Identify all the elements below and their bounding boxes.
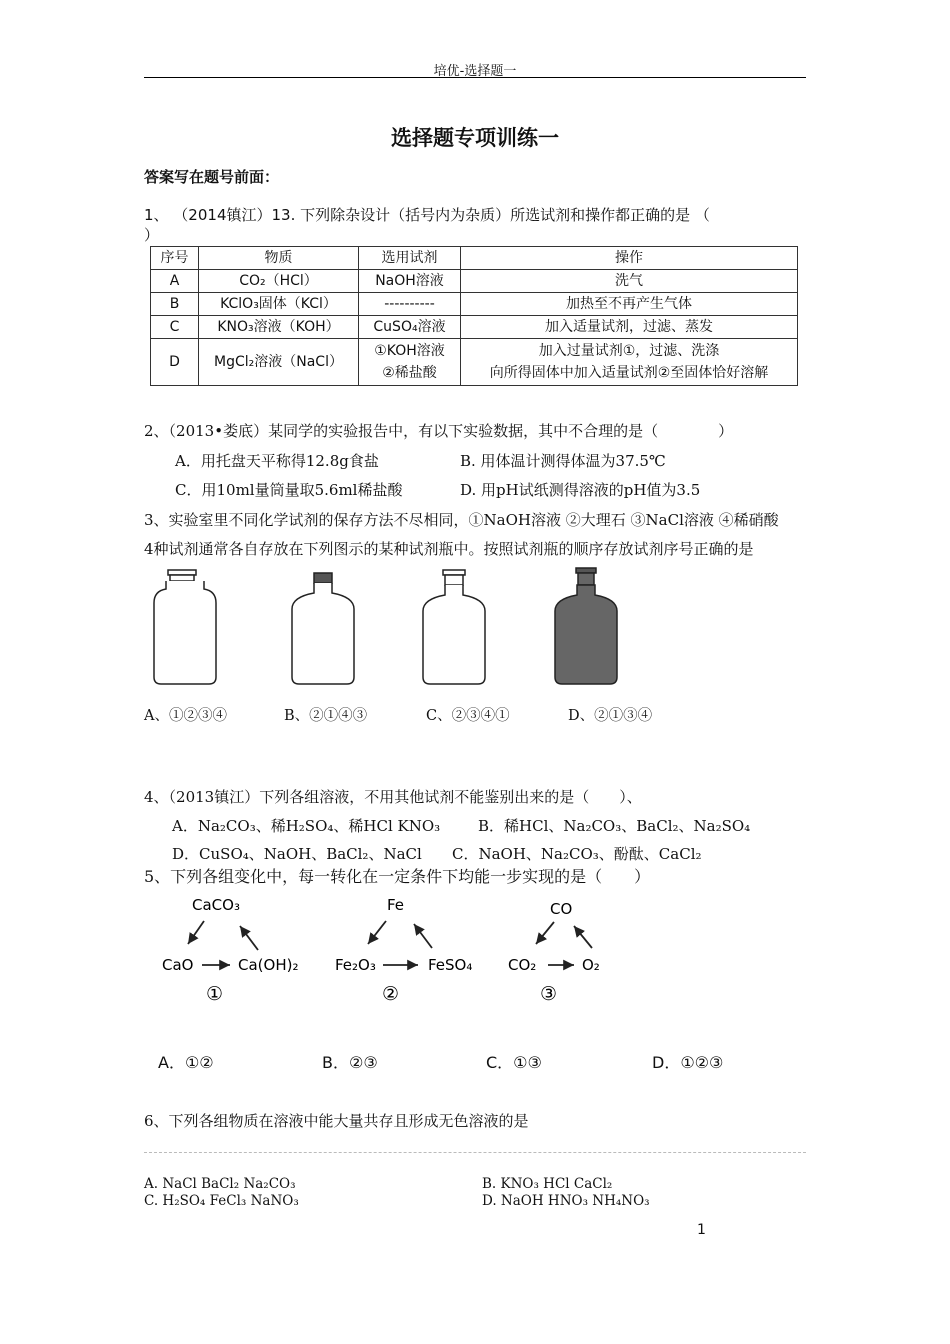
diagram-1-right: Ca(OH)₂ [238, 956, 299, 974]
table-header-cell: 选用试剂 [359, 247, 461, 270]
bottle-brown-narrow-mouth-icon [555, 568, 617, 684]
table-header-cell: 操作 [461, 247, 798, 270]
diagram-1-number: ① [206, 983, 224, 1005]
table-cell: D [151, 339, 199, 386]
diagram-1 [162, 896, 298, 1005]
q3-option-c: C、②③④① [426, 708, 510, 724]
table-header-cell: 序号 [151, 247, 199, 270]
q3-stem-line1: 3、实验室里不同化学试剂的保存方法不尽相同，①NaOH溶液 ②大理石 ③NaCl溶液 ④稀硝酸 [144, 511, 779, 529]
table-cell: CuSO₄溶液 [359, 316, 461, 339]
q2-option-b: B. 用体温计测得体温为37.5℃ [460, 452, 666, 470]
q1-stem: 1、 （2014镇江）13. 下列除杂设计（括号内为杂质）所选试剂和操作都正确的是 （ [144, 206, 710, 224]
table-cell-line: ①KOH溶液 [374, 343, 445, 359]
table-row [151, 339, 798, 386]
q4-option-a: A．Na₂CO₃、稀H₂SO₄、稀HCl KNO₃ [172, 817, 441, 835]
table-row [151, 270, 798, 293]
diagram-3-top: CO [550, 900, 573, 918]
diagram-2-left: Fe₂O₃ [335, 956, 376, 974]
page-title: 选择题专项训练一 [391, 126, 559, 150]
bottle-narrow-mouth-clear-icon [423, 570, 485, 684]
table-cell-line: 加入过量试剂①，过滤、洗涤 [538, 343, 720, 359]
arrow [414, 924, 432, 948]
bottle-narrow-mouth-dark-stopper-icon [292, 573, 354, 684]
diagram-3 [508, 900, 600, 1005]
q2-stem: 2、（2013•娄底）某同学的实验报告中，有以下实验数据，其中不合理的是（ ） [144, 422, 734, 440]
table-cell: MgCl₂溶液（NaCl） [199, 339, 359, 386]
arrow [188, 921, 204, 944]
q4-stem: 4、（2013镇江）下列各组溶液，不用其他试剂不能鉴别出来的是（ ）、 [144, 788, 642, 806]
table-cell: CO₂（HCl） [199, 270, 359, 293]
dashed-divider [144, 1152, 806, 1153]
bottle-wide-mouth-clear-icon [154, 570, 216, 684]
table-cell [461, 339, 798, 386]
q2-option-c: C．用10ml量筒量取5.6ml稀盐酸 [175, 481, 403, 499]
q5-option-a: A．①② [158, 1053, 214, 1072]
table-cell: KClO₃固体（KCl） [199, 293, 359, 316]
diagram-2-top: Fe [387, 896, 405, 914]
table-cell: NaOH溶液 [359, 270, 461, 293]
table-cell: A [151, 270, 199, 293]
diagram-2-right: FeSO₄ [428, 956, 473, 974]
q6-option-d: D. NaOH HNO₃ NH₄NO₃ [482, 1193, 650, 1209]
q1-stem-close: ） [144, 226, 160, 244]
q4-option-b: B．稀HCl、Na₂CO₃、BaCl₂、Na₂SO₄ [478, 817, 751, 835]
q3-bottles-figure [140, 565, 680, 695]
diagram-2-number: ② [382, 983, 400, 1005]
diagram-1-left: CaO [162, 956, 194, 974]
q4-option-d: D．CuSO₄、NaOH、BaCl₂、NaCl [172, 845, 422, 863]
q6-stem: 6、下列各组物质在溶液中能大量共存且形成无色溶液的是 [144, 1112, 529, 1130]
q1-table [150, 246, 798, 386]
page-number: 1 [697, 1222, 706, 1238]
q6-option-a: A. NaCl BaCl₂ Na₂CO₃ [144, 1176, 296, 1192]
q2-option-d: D. 用pH试纸测得溶液的pH值为3.5 [460, 481, 701, 499]
diagram-3-number: ③ [540, 983, 558, 1005]
table-cell: KNO₃溶液（KOH） [199, 316, 359, 339]
page-header: 培优-选择题一 [433, 64, 517, 79]
table-cell-line: ②稀盐酸 [382, 365, 437, 381]
table-cell: 洗气 [461, 270, 798, 293]
table-cell: 加入适量试剂，过滤、蒸发 [461, 316, 798, 339]
table-row [151, 316, 798, 339]
table-cell: C [151, 316, 199, 339]
table-cell-line: 向所得固体中加入适量试剂②至固体恰好溶解 [489, 365, 769, 381]
q3-option-d: D、②①③④ [568, 708, 653, 724]
arrow [536, 922, 554, 944]
q2-option-a: A．用托盘天平称得12.8g食盐 [175, 452, 379, 470]
table-row [151, 293, 798, 316]
arrow [574, 926, 592, 948]
q3-option-a: A、①②③④ [144, 708, 227, 724]
instruction: 答案写在题号前面： [144, 168, 280, 186]
q4-option-c: C．NaOH、Na₂CO₃、酚酞、CaCl₂ [452, 845, 702, 863]
q5-option-d: D．①②③ [652, 1053, 724, 1072]
table-header-cell: 物质 [199, 247, 359, 270]
arrow [240, 926, 258, 950]
table-cell [359, 339, 461, 386]
q3-option-b: B、②①④③ [284, 708, 368, 724]
diagram-2 [335, 896, 472, 1005]
q5-diagrams [150, 888, 620, 1016]
table-cell: B [151, 293, 199, 316]
q6-option-c: C. H₂SO₄ FeCl₃ NaNO₃ [144, 1193, 299, 1209]
q5-stem: 5、下列各组变化中，每一转化在一定条件下均能一步实现的是（ ） [144, 867, 651, 886]
q3-stem-line2: 4种试剂通常各自存放在下列图示的某种试剂瓶中。按照试剂瓶的顺序存放试剂序号正确的是 [144, 540, 754, 558]
header-divider [144, 77, 806, 78]
table-cell: 加热至不再产生气体 [461, 293, 798, 316]
diagram-1-top: CaCO₃ [192, 896, 240, 914]
q5-option-c: C．①③ [486, 1053, 542, 1072]
table-header-row [151, 247, 798, 270]
diagram-3-right: O₂ [582, 956, 600, 974]
q5-option-b: B．②③ [322, 1053, 378, 1072]
q6-option-b: B. KNO₃ HCl CaCl₂ [482, 1176, 613, 1192]
table-cell: ---------- [359, 293, 461, 316]
arrow [368, 921, 386, 944]
diagram-3-left: CO₂ [508, 956, 537, 974]
